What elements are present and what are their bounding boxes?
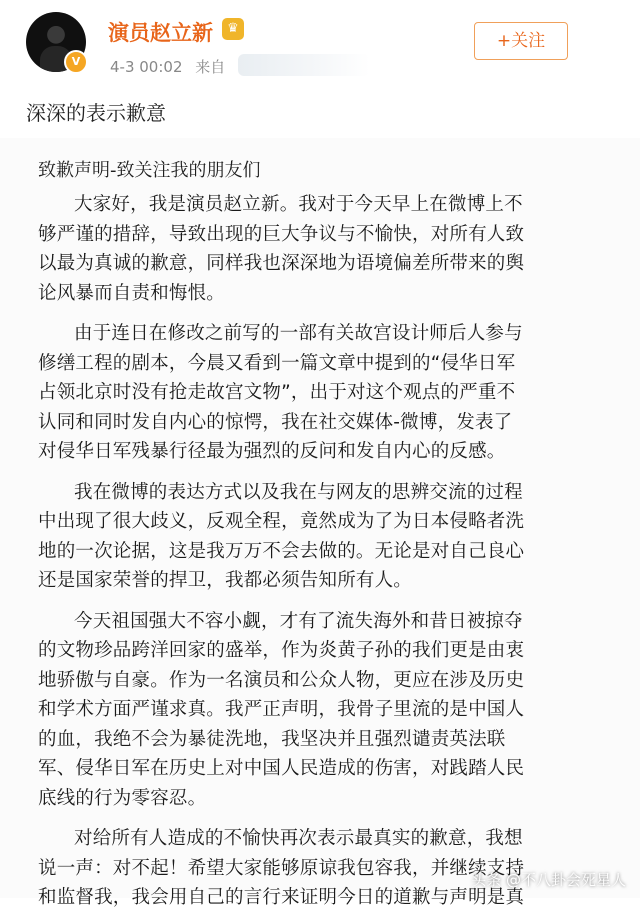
statement-line: 说一声：对不起！希望大家能够原谅我包容我，并继续支持 <box>38 857 525 879</box>
post-timestamp[interactable]: 4-3 00:02 <box>110 58 183 76</box>
statement-paragraph <box>38 190 608 308</box>
statement-line: 认同和同时发自内心的惊愕，我在社交媒体-微博，发表了 <box>38 411 513 433</box>
statement-line: 和学术方面严谨求真。我严正声明，我骨子里流的是中国人 <box>38 699 525 720</box>
statement-line: 中出现了很大歧义，反观全程，竟然成为了为日本侵略者洗 <box>38 511 525 532</box>
statement-line: 的血，我绝不会为暴徒洗地，我坚决并且强烈谴责英法联 <box>38 728 506 750</box>
vip-badge-icon[interactable]: ♛ <box>222 18 244 40</box>
statement-line: 地骄傲与自豪。作为一名演员和公众人物，更应在涉及历史 <box>38 669 525 691</box>
blurred-source <box>238 54 370 76</box>
statement-line: 对给所有人造成的不愉快再次表示最真实的歉意，我想 <box>74 828 523 849</box>
statement-line: 的文物珍品跨洋回家的盛举，作为炎黄子孙的我们更是由衷 <box>38 640 525 661</box>
watermark: 头条 @不八卦会死星人 <box>471 871 626 889</box>
post-meta <box>110 56 225 77</box>
statement-line: 由于连日在修改之前写的一部有关故宫设计师后人参与 <box>74 323 523 344</box>
statement-line: 对侵华日军残暴行径最为强烈的反问和发自内心的反感。 <box>38 441 506 462</box>
statement-line: 还是国家荣誉的捍卫，我都必须告知所有人。 <box>38 570 413 591</box>
statement-line: 军、侵华日军在历史上对中国人民造成的伤害，对践踏人民 <box>38 758 525 779</box>
statement-line: 底线的行为零容忍。 <box>38 787 207 809</box>
statement-body <box>38 190 608 924</box>
statement-paragraph <box>38 478 608 596</box>
verified-v-icon: V <box>64 50 88 74</box>
avatar[interactable] <box>26 12 86 72</box>
statement-line: 大家好，我是演员赵立新。我对于今天早上在微博上不 <box>74 194 523 215</box>
statement-paragraph <box>38 607 608 814</box>
statement-line: 够严谨的措辞，导致出现的巨大争议与不愉快，对所有人致 <box>38 223 525 245</box>
post-source-prefix: 来自 <box>195 58 226 76</box>
statement-paragraph <box>38 319 608 467</box>
statement-line: 地的一次论据，这是我万万不会去做的。无论是对自己良心 <box>38 540 525 562</box>
username-link[interactable]: 演员赵立新 <box>108 21 213 45</box>
follow-button[interactable]: +关注 <box>474 22 568 60</box>
statement-line: 我在微博的表达方式以及我在与网友的思辨交流的过程 <box>74 481 523 503</box>
post-header <box>0 0 640 90</box>
statement-line: 占领北京时没有抢走故宫文物”，出于对这个观点的严重不 <box>38 382 516 403</box>
post-text: 深深的表示歉意 <box>26 101 166 125</box>
statement-line: 和监督我，我会用自己的言行来证明今日的道歉与声明是真 <box>38 887 525 908</box>
statement-line: 论风暴而自责和悔恨。 <box>38 282 226 304</box>
statement-line: 以最为真诚的歉意，同样我也深深地为语境偏差所带来的舆 <box>38 253 525 274</box>
statement-title: 致歉声明-致关注我的朋友们 <box>38 160 261 181</box>
statement-image[interactable] <box>0 138 640 908</box>
statement-line: 修缮工程的剧本，今晨又看到一篇文章中提到的“侵华日军 <box>38 352 516 374</box>
statement-line: 今天祖国强大不容小觑，才有了流失海外和昔日被掠夺 <box>74 610 523 632</box>
